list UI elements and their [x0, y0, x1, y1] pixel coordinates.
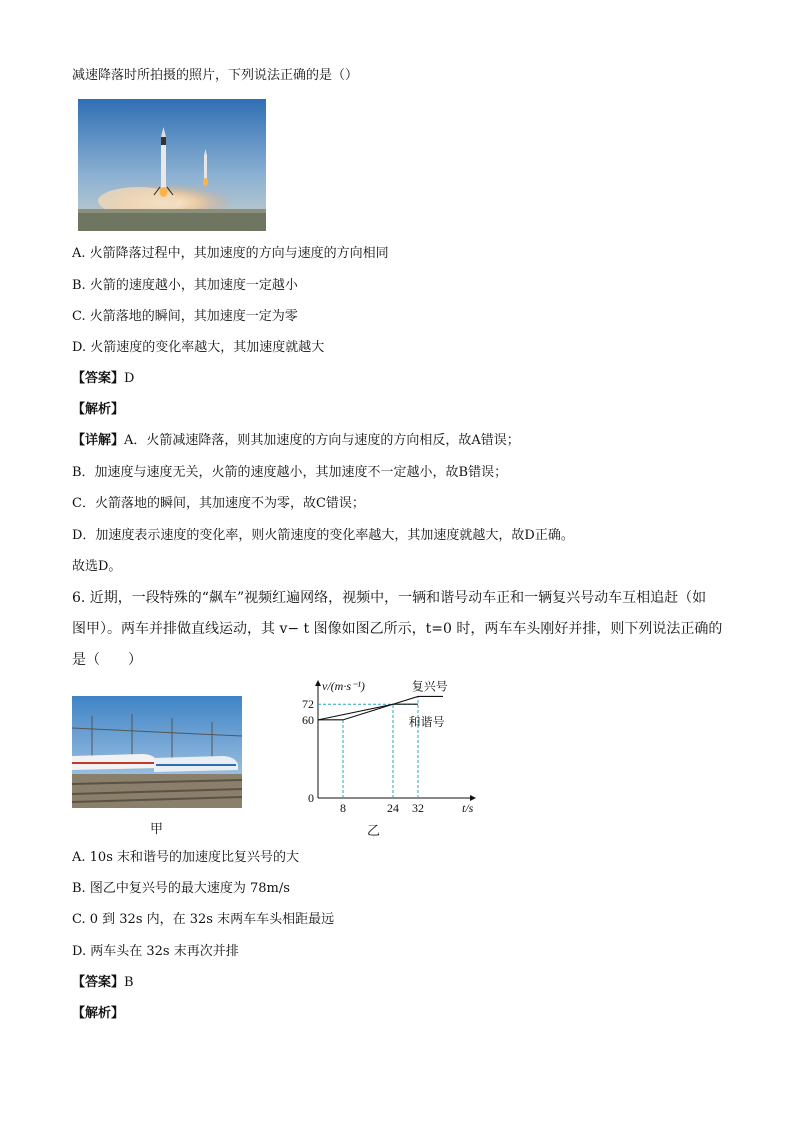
answer-value: D [124, 371, 135, 386]
x-tick-32: 32 [412, 801, 424, 815]
q6-option-c: C. 0 到 32s 内，在 32s 末两车车头相距最远 [72, 912, 335, 927]
q5-detail-line-1 [72, 432, 520, 450]
q5-answer [72, 370, 134, 388]
answer-value: B [124, 975, 134, 990]
q5-detail-line-3: C．火箭落地的瞬间，其加速度不为零，故C错误； [72, 496, 365, 511]
y-axis-arrow [315, 680, 321, 686]
figure-a-caption: 甲 [150, 822, 164, 837]
q6-option-a: A. 10s 末和谐号的加速度比复兴号的大 [72, 850, 299, 865]
q5-option-c: C. 火箭落地的瞬间，其加速度一定为零 [72, 309, 298, 324]
detail-label: 【详解】 [72, 433, 125, 448]
q5-analysis-label: 【解析】 [72, 402, 125, 417]
series-label-hexie: 和谐号 [408, 715, 445, 730]
q5-detail-line-4: D．加速度表示速度的变化率，则火箭速度的变化率越大，其加速度就越大，故D正确。 [72, 528, 574, 543]
q5-option-b: B. 火箭的速度越小，其加速度一定越小 [72, 278, 298, 293]
answer-label: 【答案】 [72, 975, 125, 990]
y-axis-label: v/(m·s⁻¹) [322, 679, 365, 693]
x-tick-8: 8 [340, 801, 346, 815]
q6-option-d: D. 两车头在 32s 末再次并排 [72, 944, 239, 959]
graph-labels [302, 679, 474, 815]
answer-label: 【答案】 [72, 371, 125, 386]
q6-stem-line-3: 是（ ） [72, 652, 142, 668]
intro-line: 减速降落时所拍摄的照片，下列说法正确的是（） [72, 68, 359, 83]
q6-answer [72, 974, 134, 992]
y-tick-0: 0 [308, 791, 314, 805]
x-axis-label: t/s [462, 801, 474, 815]
graph-axes [315, 680, 476, 801]
y-tick-72: 72 [302, 697, 314, 712]
detail-text: A．火箭减速降落，则其加速度的方向与速度的方向相反，故A错误； [124, 433, 520, 448]
figure-b-caption: 乙 [367, 824, 381, 839]
y-tick-60: 60 [302, 712, 314, 727]
q5-conclusion: 故选D。 [72, 559, 122, 574]
high-speed-trains-photo [72, 696, 242, 808]
q5-option-a: A. 火箭降落过程中，其加速度的方向与速度的方向相同 [72, 246, 389, 261]
q6-option-b: B. 图乙中复兴号的最大速度为 78m/s [72, 881, 290, 896]
rocket-landing-photo [78, 99, 266, 231]
q5-detail-line-2: B．加速度与速度无关，火箭的速度越小，其加速度不一定越小，故B错误； [72, 465, 508, 480]
q6-analysis-label: 【解析】 [72, 1006, 125, 1021]
q6-stem-line-1: 6. 近期，一段特殊的“飙车”视频红遍网络，视频中，一辆和谐号动车正和一辆复兴号动车互相追赶（如 [72, 590, 707, 606]
q5-option-d: D. 火箭速度的变化率越大，其加速度就越大 [72, 340, 325, 355]
vt-graph [290, 676, 480, 836]
series-label-fuxing: 复兴号 [411, 679, 448, 694]
x-tick-24: 24 [387, 801, 399, 815]
series-line-1 [318, 704, 418, 720]
q6-stem-line-2: 图甲）。两车并排做直线运动，其 v− t 图像如图乙所示，t=0 时，两车车头刚好并排，则下列说法正确的 [72, 621, 723, 637]
